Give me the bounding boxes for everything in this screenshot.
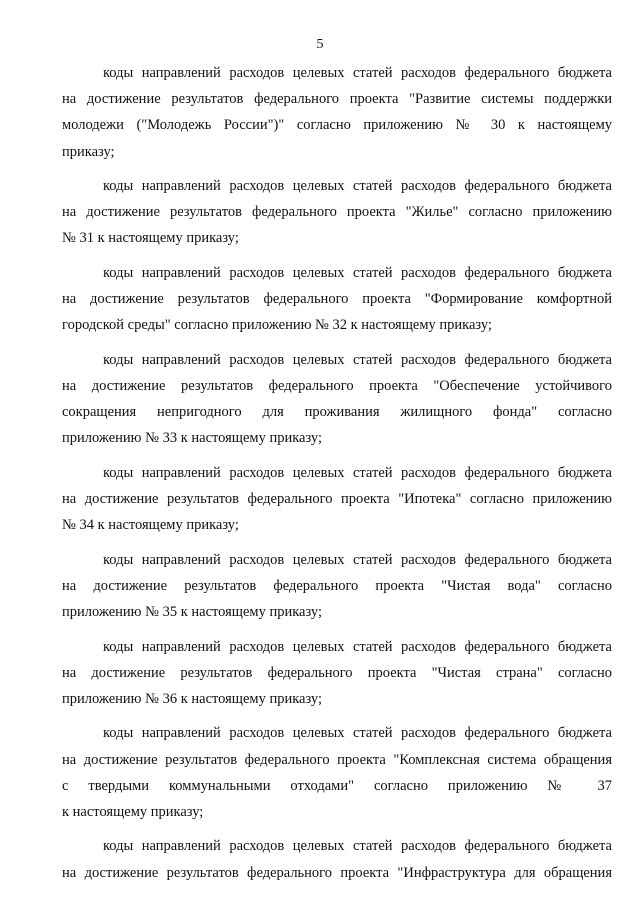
text-line: коды направлений расходов целевых статей расходов федерального бюджета [103, 264, 612, 281]
text-line: № 31 к настоящему приказу; [62, 230, 239, 247]
paragraph [62, 60, 612, 165]
text-line: на достижение результатов федерального проекта "Ипотека" согласно приложению [62, 491, 612, 507]
text-line: молодежи ("Молодежь России")" согласно приложению № 30 к настоящему [62, 117, 612, 134]
text-line: № 34 к настоящему приказу; [62, 517, 239, 534]
text-line: коды направлений расходов целевых статей расходов федерального бюджета [103, 725, 612, 742]
text-line: коды направлений расходов целевых статей расходов федерального бюджета [103, 551, 612, 568]
paragraph [62, 833, 612, 885]
text-line: сокращения непригодного для проживания жилищного фонда" согласно [62, 404, 612, 421]
text-line: на достижение результатов федерального проекта "Чистая вода" согласно [62, 577, 612, 594]
text-line: коды направлений расходов целевых статей расходов федерального бюджета [103, 464, 612, 481]
text-line: на достижение результатов федерального проекта "Инфраструктура для обращения [62, 864, 612, 881]
text-line: приложению № 33 к настоящему приказу; [62, 430, 323, 447]
text-line: коды направлений расходов целевых статей расходов федерального бюджета [103, 638, 612, 655]
text-line: городской среды" согласно приложению № 32 к настоящему приказу; [62, 317, 492, 334]
paragraph [62, 634, 612, 713]
paragraph [62, 347, 612, 452]
text-line: на достижение результатов федерального проекта "Комплексная система обращения [62, 751, 612, 768]
text-line: коды направлений расходов целевых статей расходов федерального бюджета [103, 178, 612, 195]
text-line: коды направлений расходов целевых статей расходов федерального бюджета [103, 838, 612, 855]
text-line: коды направлений расходов целевых статей расходов федерального бюджета [103, 351, 612, 368]
text-line: приказу; [62, 143, 115, 160]
paragraph [62, 173, 612, 252]
paragraph [62, 720, 612, 825]
text-line: приложению № 35 к настоящему приказу; [62, 604, 323, 621]
text-line: с твердыми коммунальными отходами" согласно приложению № 37 [62, 777, 612, 794]
document-body [62, 60, 612, 894]
text-line: на достижение результатов федерального проекта "Развитие системы поддержки [62, 91, 612, 108]
text-line: на достижение результатов федерального проекта "Чистая страна" согласно [62, 664, 612, 681]
text-line: на достижение результатов федерального проекта "Жилье" согласно приложению [62, 204, 612, 221]
paragraph [62, 547, 612, 626]
paragraph [62, 460, 612, 539]
paragraph [62, 260, 612, 339]
text-line: коды направлений расходов целевых статей расходов федерального бюджета [103, 65, 612, 81]
text-line: на достижение результатов федерального проекта "Обеспечение устойчивого [62, 377, 612, 394]
text-line: на достижение результатов федерального проекта "Формирование комфортной [62, 291, 612, 308]
page-number: 5 [316, 37, 324, 52]
text-line: к настоящему приказу; [62, 803, 204, 820]
text-line: приложению № 36 к настоящему приказу; [62, 690, 323, 707]
